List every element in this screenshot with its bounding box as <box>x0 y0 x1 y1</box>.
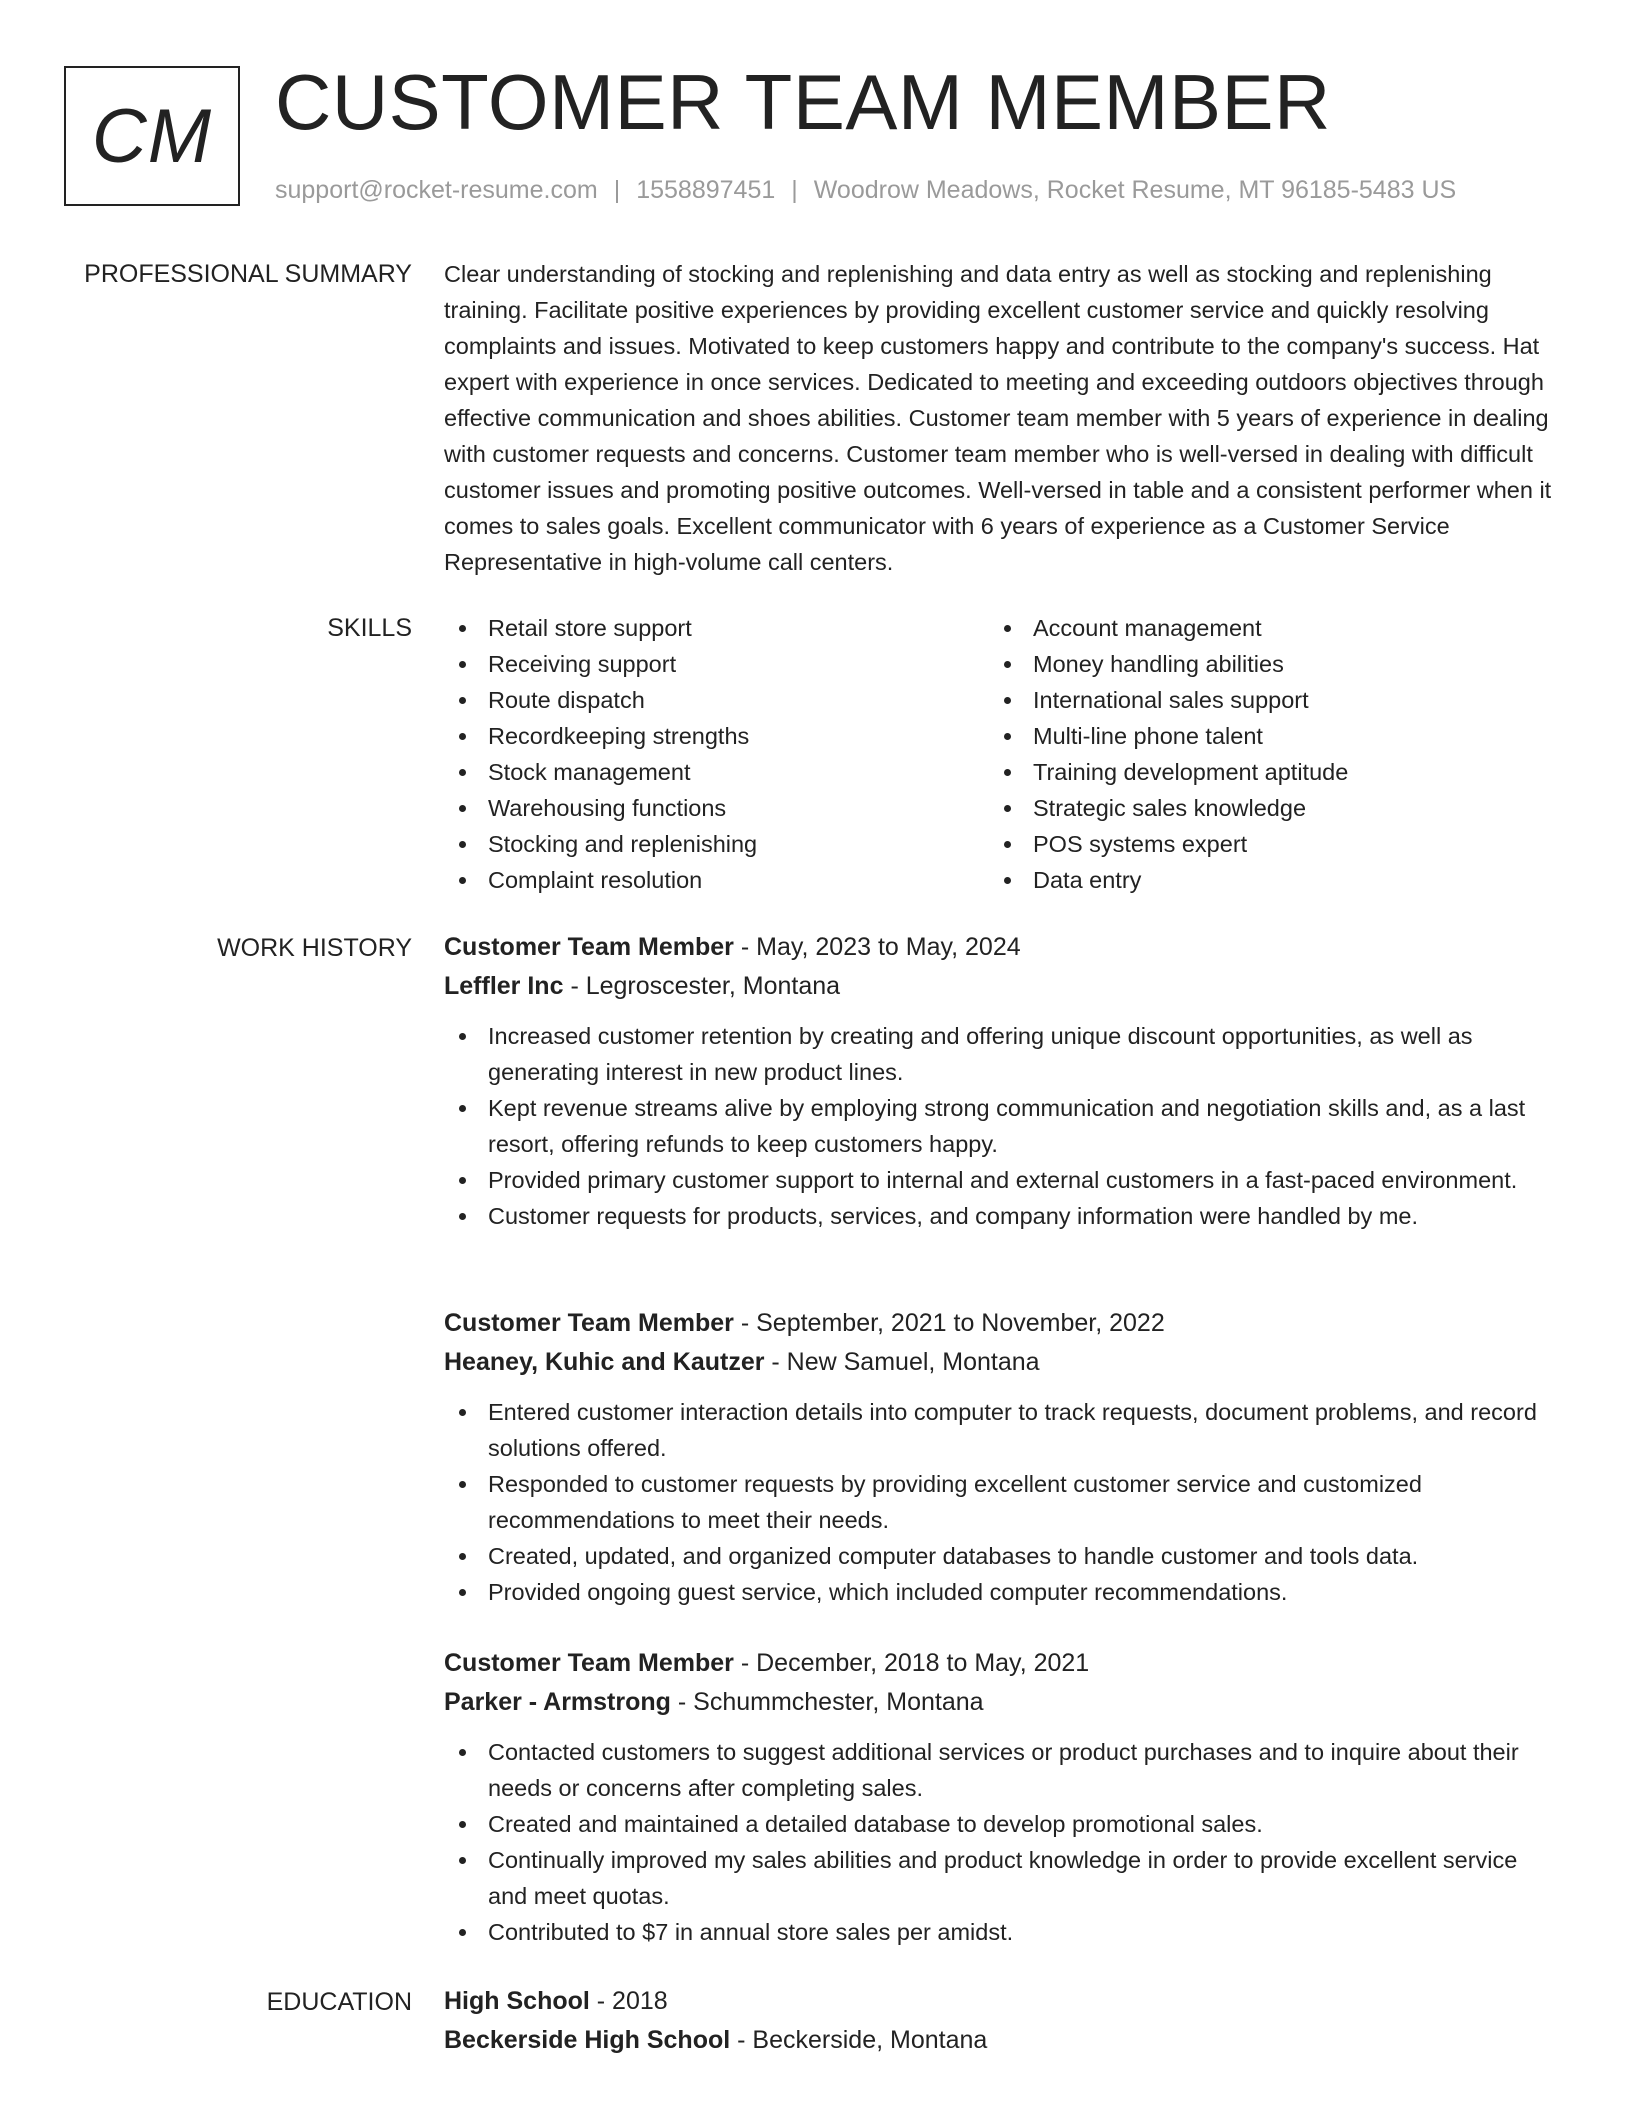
skills-column-right <box>989 610 1534 898</box>
education-entry <box>444 1982 1559 2060</box>
job-bullet: Entered customer interaction details into computer to track requests, document problems, and record solutions offered. <box>444 1394 1559 1466</box>
skill-item: POS systems expert <box>989 826 1534 862</box>
job-bullet: Increased customer retention by creating and offering unique discount opportunities, as well as generating interest in new product lines. <box>444 1018 1559 1090</box>
job-title: Customer Team Member <box>444 1649 734 1677</box>
job-dates: - September, 2021 to November, 2022 <box>740 1309 1165 1337</box>
job-entry <box>444 1304 1559 1610</box>
skill-item: Recordkeeping strengths <box>444 718 989 754</box>
job-company-line <box>444 1343 1559 1382</box>
job-title: Customer Team Member <box>444 1309 734 1337</box>
section-label-summary: PROFESSIONAL SUMMARY <box>84 260 412 288</box>
job-bullet: Contacted customers to suggest additional services or product purchases and to inquire about their needs or concerns after completing sales. <box>444 1734 1559 1806</box>
job-company: Parker - Armstrong <box>444 1688 671 1716</box>
education-school-line <box>444 2021 1559 2060</box>
job-bullet: Contributed to $7 in annual store sales per amidst. <box>444 1914 1559 1950</box>
job-entry <box>444 1644 1559 1950</box>
education-degree: High School <box>444 1987 590 2015</box>
skill-item: Training development aptitude <box>989 754 1534 790</box>
skill-item: Multi-line phone talent <box>989 718 1534 754</box>
resume-title: CUSTOMER TEAM MEMBER <box>275 58 1331 146</box>
skill-item: Route dispatch <box>444 682 989 718</box>
education-degree-line <box>444 1982 1559 2021</box>
job-entry <box>444 928 1559 1234</box>
skill-item: International sales support <box>989 682 1534 718</box>
contact-phone: 1558897451 <box>636 176 776 204</box>
job-bullet: Created, updated, and organized computer databases to handle customer and tools data. <box>444 1538 1559 1574</box>
contact-separator: | <box>791 176 798 204</box>
education-year: - 2018 <box>596 1987 668 2015</box>
job-bullets <box>444 1734 1559 1950</box>
job-bullet: Customer requests for products, services, and company information were handled by me. <box>444 1198 1559 1234</box>
summary-text: Clear understanding of stocking and replenishing and data entry as well as stocking and replenishing training. Facilitate positive experiences by providing excellent customer service and quickly resolving complaints and issues. Motivated to keep customers happy and contribute to the company's success. Hat expert with experience in once services. Dedicated to meeting and exceeding outdoors objectives through effective communication and shoes abilities. Customer team member with 5 years of experience in dealing with customer requests and concerns. Customer team member who is well-versed in dealing with difficult customer issues and promoting positive outcomes. Well-versed in table and a consistent performer when it comes to sales goals. Excellent communicator with 6 years of experience as a Customer Service Representative in high-volume call centers. <box>444 261 1552 575</box>
job-bullet: Kept revenue streams alive by employing strong communication and negotiation skills and, as a last resort, offering refunds to keep customers happy. <box>444 1090 1559 1162</box>
section-label-skills: SKILLS <box>327 614 412 642</box>
job-bullet: Responded to customer requests by providing excellent customer service and customized recommendations to meet their needs. <box>444 1466 1559 1538</box>
job-company: Heaney, Kuhic and Kautzer <box>444 1348 765 1376</box>
skill-item: Complaint resolution <box>444 862 989 898</box>
job-bullets <box>444 1018 1559 1234</box>
section-label-work-history: WORK HISTORY <box>217 934 412 962</box>
contact-line <box>275 172 1456 208</box>
job-bullet: Continually improved my sales abilities and product knowledge in order to provide excellent service and meet quotas. <box>444 1842 1559 1914</box>
education-location: - Beckerside, Montana <box>737 2026 988 2054</box>
skill-item: Strategic sales knowledge <box>989 790 1534 826</box>
job-bullet: Provided primary customer support to internal and external customers in a fast-paced environment. <box>444 1162 1559 1198</box>
job-bullet: Created and maintained a detailed database to develop promotional sales. <box>444 1806 1559 1842</box>
job-company-line <box>444 967 1559 1006</box>
job-title-line <box>444 1644 1559 1683</box>
job-dates: - May, 2023 to May, 2024 <box>740 933 1021 961</box>
job-location: - Schummchester, Montana <box>677 1688 984 1716</box>
skill-item: Receiving support <box>444 646 989 682</box>
job-bullet: Provided ongoing guest service, which included computer recommendations. <box>444 1574 1559 1610</box>
skill-item: Data entry <box>989 862 1534 898</box>
skills-list <box>444 610 1559 898</box>
contact-separator: | <box>613 176 621 204</box>
job-bullets <box>444 1394 1559 1610</box>
skill-item: Retail store support <box>444 610 989 646</box>
contact-address: Woodrow Meadows, Rocket Resume, MT 96185-5483 US <box>813 176 1457 204</box>
job-location: - New Samuel, Montana <box>771 1348 1040 1376</box>
monogram-logo: CM <box>64 66 240 206</box>
skill-item: Stock management <box>444 754 989 790</box>
job-title-line <box>444 1304 1559 1343</box>
contact-email: support@rocket-resume.com <box>275 176 598 204</box>
job-title-line <box>444 928 1559 967</box>
skills-column-left <box>444 610 989 898</box>
education-school: Beckerside High School <box>444 2026 731 2054</box>
job-dates: - December, 2018 to May, 2021 <box>740 1649 1090 1677</box>
job-company: Leffler Inc <box>444 972 564 1000</box>
job-title: Customer Team Member <box>444 933 734 961</box>
skill-item: Account management <box>989 610 1534 646</box>
job-company-line <box>444 1683 1559 1722</box>
skill-item: Stocking and replenishing <box>444 826 989 862</box>
section-label-education: EDUCATION <box>266 1988 412 2016</box>
skill-item: Warehousing functions <box>444 790 989 826</box>
skill-item: Money handling abilities <box>989 646 1534 682</box>
job-location: - Legroscester, Montana <box>570 972 841 1000</box>
